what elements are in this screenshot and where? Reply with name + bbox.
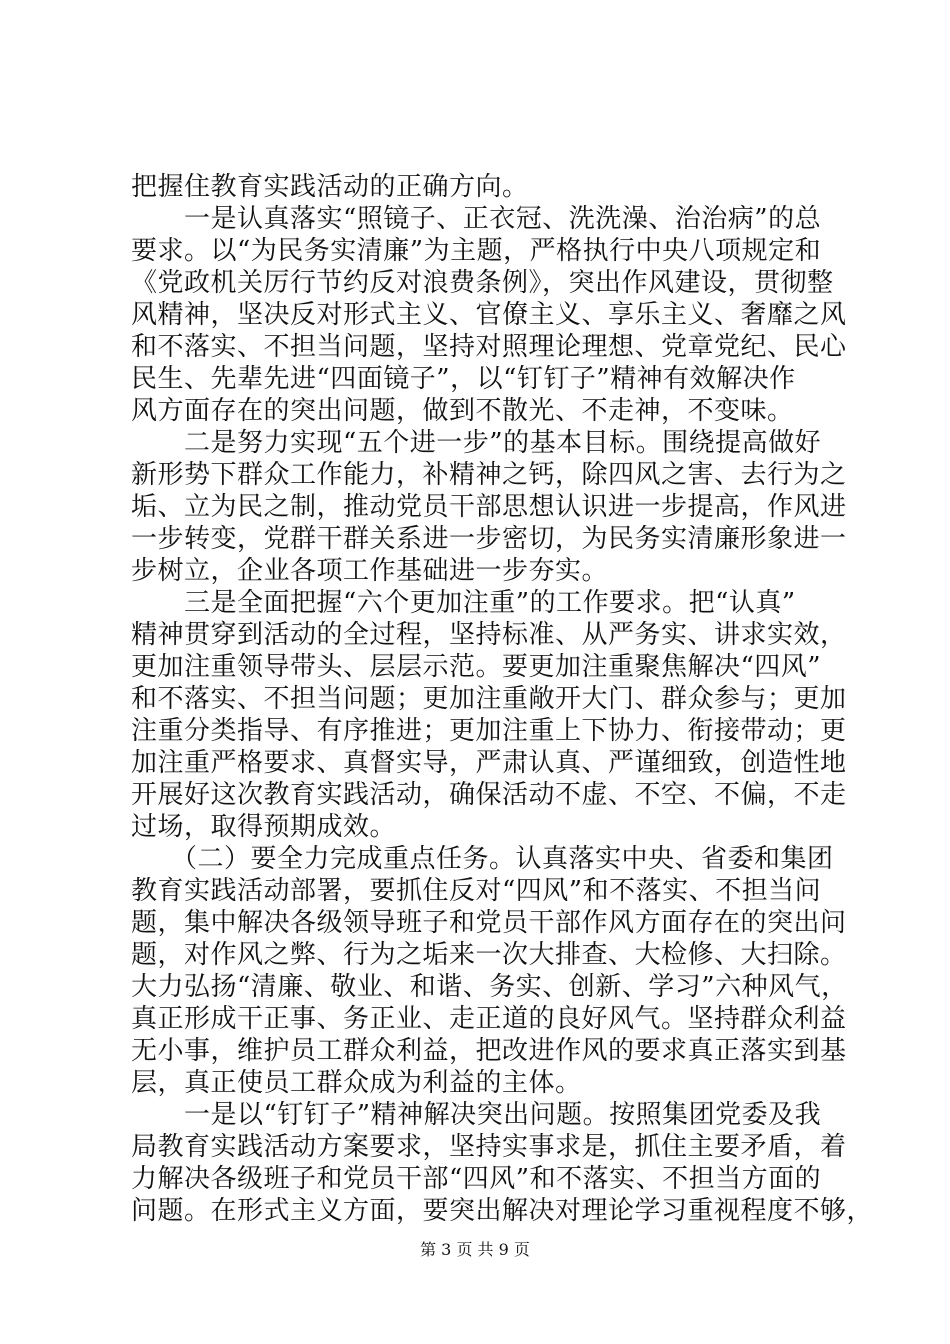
text-line: 民生、先辈先进“四面镜子”，以“钉钉子”精神有效解决作: [131, 364, 796, 394]
text-line: 无小事，维护员工群众利益，把改进作风的要求真正落实到基: [131, 1036, 847, 1066]
text-line: 三是全面把握“六个更加注重”的工作要求。把“认真”: [131, 588, 796, 618]
text-line: 步树立，企业各项工作基础进一步夯实。: [131, 556, 609, 586]
text-line: 一是认真落实“照镜子、正衣冠、洗洗澡、治治病”的总: [131, 204, 822, 234]
text-line: 局教育实践活动方案要求，坚持实事求是，抓住主要矛盾，着: [131, 1132, 847, 1162]
text-line: 风精神，坚决反对形式主义、官僚主义、享乐主义、奢靡之风: [131, 300, 847, 330]
text-line: （二）要全力完成重点任务。认真落实中央、省委和集团: [131, 844, 834, 874]
text-line: 把握住教育实践活动的正确方向。: [131, 172, 529, 202]
text-line: 风方面存在的突出问题，做到不散光、不走神，不变味。: [131, 396, 794, 426]
text-line: 真正形成干正事、务正业、走正道的良好风气。坚持群众利益: [131, 1004, 847, 1034]
text-line: 过场，取得预期成效。: [131, 812, 397, 842]
text-line: 题，集中解决各级领导班子和党员干部作风方面存在的突出问: [131, 908, 847, 938]
text-line: 层，真正使员工群众成为利益的主体。: [131, 1068, 582, 1098]
text-line: 和不落实、不担当问题；更加注重敞开大门、群众参与；更加: [131, 684, 847, 714]
text-line: 新形势下群众工作能力，补精神之钙，除四风之害、去行为之: [131, 460, 847, 490]
text-line: 注重分类指导、有序推进；更加注重上下协力、衔接带动；更: [131, 716, 847, 746]
text-line: 题，对作风之弊、行为之垢来一次大排查、大检修、大扫除。: [131, 940, 847, 970]
text-line: 更加注重领导带头、层层示范。要更加注重聚焦解决“四风”: [131, 652, 822, 682]
text-line: 精神贯穿到活动的全过程，坚持标准、从严务实、讲求实效，: [131, 620, 847, 650]
text-line: 《党政机关厉行节约反对浪费条例》，突出作风建设，贯彻整: [131, 268, 834, 298]
text-line: 力解决各级班子和党员干部“四风”和不落实、不担当方面的: [131, 1164, 822, 1194]
text-line: 开展好这次教育实践活动，确保活动不虚、不空、不偏，不走: [131, 780, 847, 810]
text-line: 大力弘扬“清廉、敬业、和谐、务实、创新、学习”六种风气，: [131, 972, 848, 1002]
text-line: 垢、立为民之制，推动党员干部思想认识进一步提高，作风进: [131, 492, 847, 522]
text-line: 加注重严格要求、真督实导，严肃认真、严谨细致，创造性地: [131, 748, 847, 778]
text-line: 和不落实、不担当问题，坚持对照理论理想、党章党纪、民心: [131, 332, 847, 362]
text-line: 一是以“钉钉子”精神解决突出问题。按照集团党委及我: [131, 1100, 822, 1130]
document-body: [131, 171, 874, 1227]
text-line: 一步转变，党群干群关系进一步密切，为民务实清廉形象进一: [131, 524, 847, 554]
text-line: 要求。以“为民务实清廉”为主题，严格执行中央八项规定和: [131, 236, 822, 266]
text-line: 问题。在形式主义方面，要突出解决对理论学习重视程度不够，: [131, 1196, 874, 1226]
page-number-footer: 第 3 页 共 9 页: [420, 1240, 530, 1259]
text-line: 教育实践活动部署，要抓住反对“四风”和不落实、不担当问: [131, 876, 822, 906]
text-line: 二是努力实现“五个进一步”的基本目标。围绕提高做好: [131, 428, 822, 458]
